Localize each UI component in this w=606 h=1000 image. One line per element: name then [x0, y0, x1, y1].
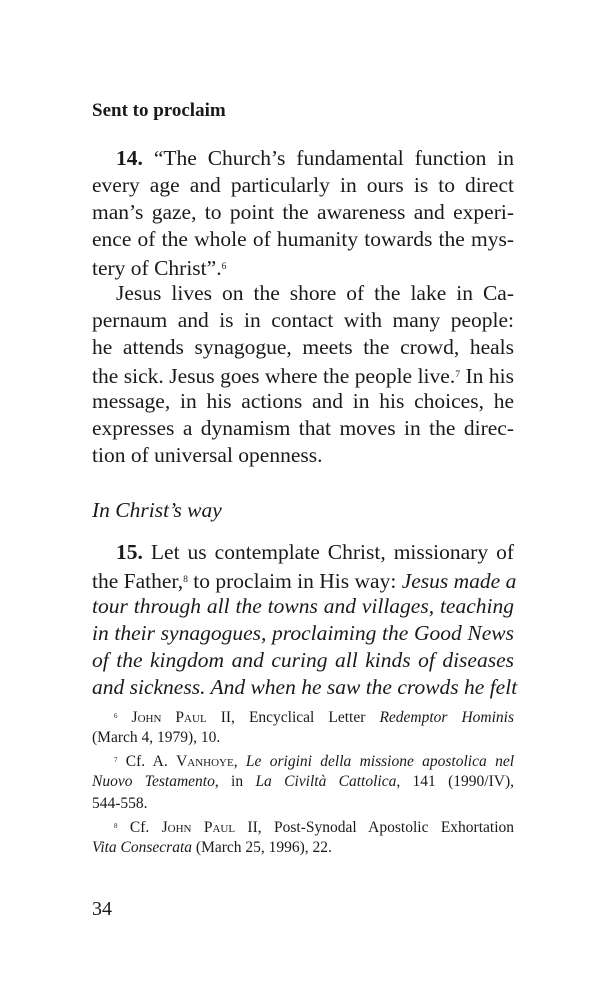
text: “The Church’s fundamental function in [142, 146, 514, 170]
text: man’s gaze, to point the awareness and experi- [92, 200, 514, 224]
text-line [92, 145, 514, 172]
text: pernaum and is in contact with many people: [92, 308, 514, 332]
text: every age and particularly in ours is to direct [92, 173, 514, 197]
text: II, Encyclical Letter [206, 709, 380, 727]
italic-text: and sickness. And when he saw the crowds he felt [92, 675, 518, 699]
text: tery of Christ”. [92, 255, 222, 280]
page-number: 34 [92, 898, 112, 920]
italic-text: in their synagogues, proclaiming the Good News [92, 621, 514, 645]
text: 544-558. [92, 795, 148, 812]
footnote-marker: 6 [221, 261, 227, 272]
text-line [92, 749, 514, 771]
bold-text: 14. [116, 146, 143, 170]
small-caps-text: John Paul [161, 819, 236, 837]
italic-text: Nuovo Testamento [92, 773, 215, 790]
footnote-marker: 7 [114, 756, 118, 764]
text-line [92, 837, 514, 859]
paragraph-14 [92, 145, 514, 469]
text: the Father, [92, 568, 184, 593]
footnote-marker: 7 [455, 369, 461, 380]
text-line [92, 199, 514, 226]
text-line [92, 334, 514, 361]
text: he attends synagogue, meets the crowd, heals [92, 335, 514, 359]
footnote-marker: 6 [114, 712, 118, 720]
text-line [92, 361, 514, 388]
text-line [92, 674, 518, 701]
italic-text: of the kingdom and curing all kinds of diseases [92, 648, 514, 672]
text-line [92, 442, 514, 469]
small-caps-text: Vanhoye [176, 753, 234, 771]
text-line [92, 566, 517, 593]
italic-text: Vita Consecrata [92, 839, 193, 856]
text-line [92, 815, 514, 837]
text-line [92, 172, 514, 199]
text-line [92, 705, 514, 727]
footnotes [92, 705, 514, 859]
section-heading: Sent to proclaim [92, 100, 226, 121]
text-line [92, 539, 514, 566]
text-line [92, 620, 514, 647]
italic-text: Jesus made a [401, 568, 517, 593]
text-line [92, 280, 514, 307]
text: tion of universal openness. [92, 443, 323, 467]
text: , 141 (1990/IV), [396, 773, 514, 790]
bold-text: 15. [116, 540, 143, 564]
italic-text: Le origini della missione apostolica nel [245, 753, 514, 771]
footnote-marker: 8 [114, 822, 118, 830]
text: (March 25, 1996), 22. [192, 839, 332, 856]
text-line [92, 647, 514, 674]
text: Let us contemplate Christ, missionary of [142, 540, 514, 564]
text-line [92, 771, 514, 793]
text: , in [214, 773, 256, 790]
italic-text: tour through all the towns and villages, teaching [92, 594, 514, 618]
text-line [92, 388, 514, 415]
text: message, in his actions and in his choices, he [92, 389, 514, 413]
text-line [92, 307, 514, 334]
small-caps-text: John Paul [131, 709, 207, 727]
text: , [233, 753, 246, 771]
italic-text: La Civiltà Cattolica [255, 773, 397, 790]
text: Cf. [117, 819, 162, 837]
text: Cf. A. [117, 753, 177, 771]
text [117, 709, 131, 726]
text-line [92, 226, 514, 253]
text-line [92, 415, 514, 442]
paragraph-15 [92, 539, 518, 701]
subsection-heading: In Christ’s way [92, 498, 222, 522]
italic-text: Redemptor Hominis [379, 709, 515, 727]
text: expresses a dynamism that moves in the direc- [92, 416, 514, 440]
text: (March 4, 1979), 10. [92, 729, 221, 746]
text-line [92, 793, 514, 815]
text: In his [460, 363, 515, 388]
text: Jesus lives on the shore of the lake in Ca- [116, 281, 514, 305]
text-line [92, 727, 514, 749]
text-line [92, 253, 514, 280]
text: the sick. Jesus goes where the people live. [92, 363, 456, 388]
text-line [92, 593, 514, 620]
text: II, Post-Synodal Apostolic Exhortation [235, 819, 514, 837]
footnote-marker: 8 [183, 574, 188, 585]
text: ence of the whole of humanity towards the mys- [92, 227, 514, 251]
text: to proclaim in His way: [187, 568, 402, 593]
